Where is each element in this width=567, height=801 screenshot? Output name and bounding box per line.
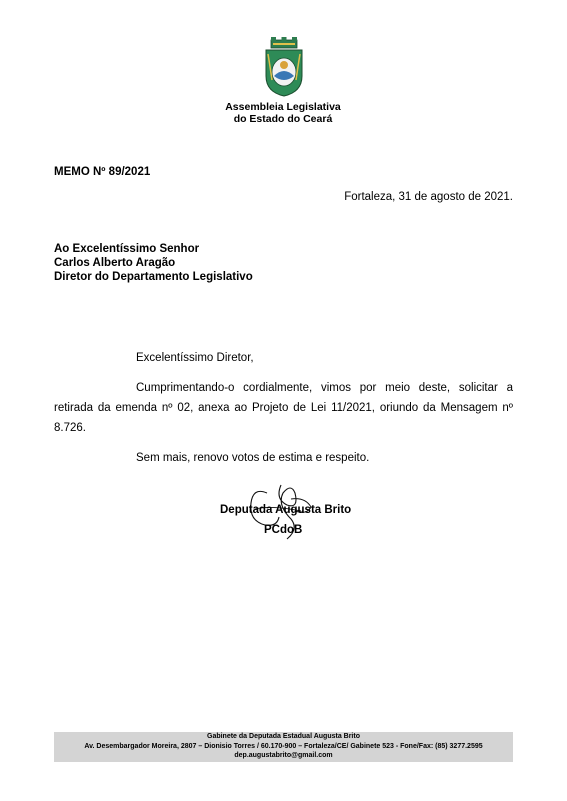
letter-body xyxy=(54,348,513,468)
date-line: Fortaleza, 31 de agosto de 2021. xyxy=(344,191,513,203)
footer-address: Av. Desembargador Moreira, 2807 – Dionisio Torres / 60.170-900 – Fortaleza/CE/ Gabinete 523 - Fone/Fax: (85) 3277.2595 xyxy=(84,742,483,750)
memo-number: MEMO Nº 89/2021 xyxy=(54,166,151,178)
page-footer xyxy=(54,732,513,762)
institution-name xyxy=(180,101,386,125)
addressee-line-2: Carlos Alberto Aragão xyxy=(54,257,176,269)
body-paragraph: Cumprimentando-o cordialmente, vimos por meio deste, solicitar a retirada da emenda nº 02, anexa ao Projeto de Lei 11/2021, oriundo da Mensagem nº 8.726. xyxy=(54,382,513,434)
salutation: Excelentíssimo Diretor, xyxy=(136,352,254,364)
addressee-line-3: Diretor do Departamento Legislativo xyxy=(54,271,253,283)
signatory-party: PCdoB xyxy=(264,524,303,536)
addressee-block xyxy=(54,242,253,284)
closing-paragraph: Sem mais, renovo votos de estima e respeito. xyxy=(136,452,370,464)
state-coat-of-arms-icon xyxy=(260,36,308,98)
addressee-line-1: Ao Excelentíssimo Senhor xyxy=(54,243,200,255)
institution-line-2: do Estado do Ceará xyxy=(233,113,333,125)
footer-office: Gabinete da Deputada Estadual Augusta Brito xyxy=(207,733,360,740)
institution-line-1: Assembleia Legislativa xyxy=(225,101,341,113)
footer-email: dep.augustabrito@gmail.com xyxy=(234,752,333,760)
signatory-name: Deputada Augusta Brito xyxy=(220,504,352,516)
